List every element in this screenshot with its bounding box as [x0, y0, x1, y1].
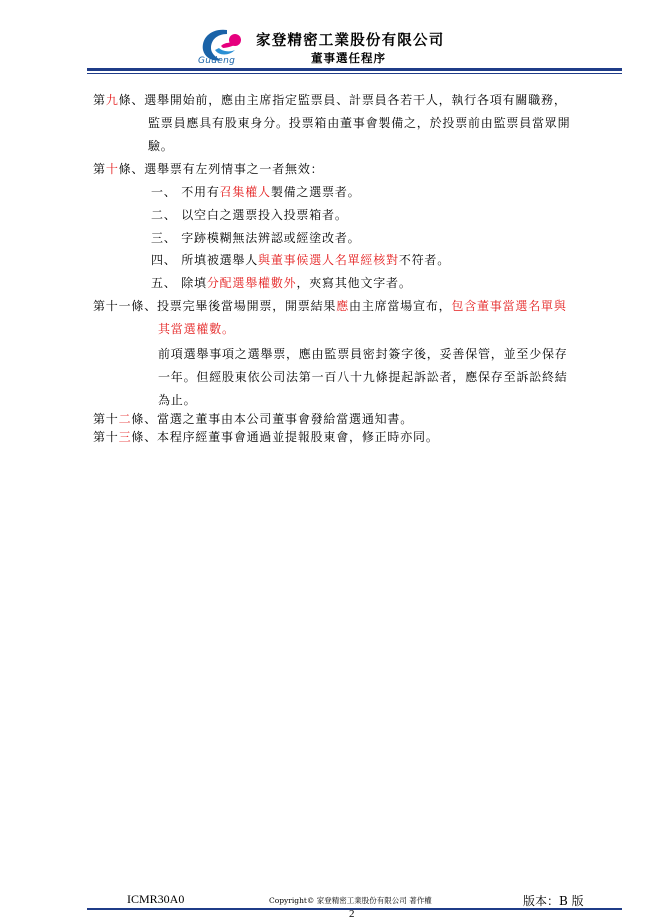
page-footer: [0, 880, 666, 919]
article-11-para2-line-3: 為止。: [158, 393, 197, 407]
article-10-item: 二、 以空白之選票投入投票箱者。: [151, 208, 348, 222]
article-12: 第十二條、當選之董事由本公司董事會發給當選通知書。: [93, 412, 414, 426]
article-number: 三: [118, 430, 132, 444]
article-10-item: 一、 不用有召集權人製備之選票者。: [151, 185, 361, 199]
article-11-line-2: 其當選權數。: [158, 322, 235, 336]
article-11-para2-line-1: 前項選舉事項之選舉票，應由監票員密封簽字後，妥善保管，並至少保存: [158, 347, 568, 361]
article-9-line-1: 第九條、選舉開始前，應由主席指定監票員、計票員各若干人，執行各項有關職務，: [93, 93, 567, 107]
footer-rule: [87, 908, 622, 910]
page-header: [0, 0, 666, 80]
document-code: ICMR30A0: [127, 892, 185, 906]
logo-wordmark: Gudeng: [198, 56, 236, 66]
article-9-line-2: 監票員應具有股東身分。投票箱由董事會製備之，於投票前由監票員當眾開: [148, 116, 571, 130]
article-10-heading: 第十條、選舉票有左列情事之一者無效：: [93, 162, 324, 176]
copyright-text: Copyright© 家登精密工業股份有限公司 著作權: [269, 896, 432, 905]
version-label: 版本：B 版: [523, 894, 584, 908]
document-title: 董事選任程序: [311, 51, 386, 65]
article-10-item: 四、 所填被選舉人與董事候選人名單經核對不符者。: [151, 253, 451, 267]
header-rule: [87, 68, 622, 71]
article-10-item: 三、 字跡模糊無法辨認或經塗改者。: [151, 231, 361, 245]
article-11-para2-line-2: 一年。但經股東依公司法第一百八十九條提起訴訟者，應保存至訴訟終結: [158, 370, 568, 384]
header-rule-thin: [87, 73, 622, 74]
article-11-line-1: 第十一條、投票完畢後當場開票，開票結果應由主席當場宣布，包含董事當選名單與: [93, 299, 567, 313]
article-number: 二: [118, 412, 132, 426]
article-13: 第十三條、本程序經董事會通過並提報股東會，修正時亦同。: [93, 430, 439, 444]
article-9-line-3: 驗。: [148, 139, 174, 153]
article-number: 十: [105, 162, 119, 176]
company-name: 家登精密工業股份有限公司: [256, 32, 445, 49]
page-number: 2: [349, 908, 355, 920]
article-10-item: 五、 除填分配選舉權數外，夾寫其他文字者。: [151, 276, 412, 290]
article-number: 九: [105, 93, 119, 107]
